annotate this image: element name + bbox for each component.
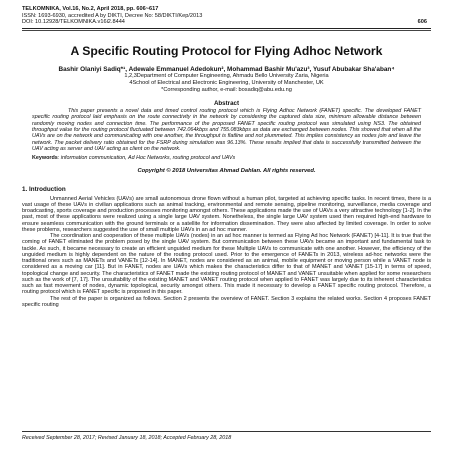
body-paragraph: The rest of the paper is organized as follows. Section 2 presents the overview of FANET. Section 3 explains the related works. Section 4 proposes FANET specific routing: [22, 295, 431, 308]
abstract-heading: Abstract: [213, 100, 240, 108]
section-heading-introduction: 1. Introduction: [22, 185, 66, 193]
abstract-section: [32, 100, 421, 152]
received-dates: Received September 28, 2017; Revised January 18, 2018; Accepted February 28, 2018: [22, 435, 232, 441]
header-rule-thick: [22, 28, 431, 29]
copyright-notice: Copyright © 2018 Universitas Ahmad Dahlan. All rights reserved.: [137, 167, 316, 174]
abstract-text: This paper presents a novel data and timed control routing protocol which is Flying Adhoc Network (FANET) specific. The developed FANET specific routing protocol laid emphasis on the route connectivity in the network by considering the captured data size, minimum allowable distance between randomly moving nodes and connection time. The performance of the proposed FANET specific routing protocol was simulated using NS3. The obtained throughput value for the routing protocol fluctuated between 742.064kbps and 755.083kbps as data are exchanged between nodes. This showed that when all the UAVs are on the network and communicating with one another, the throughput is flatline and not plummeted. This implies consistency as nodes join and leave the network. The packet delivery ratio obtained for the FSRP during simulation was 96.13%. These results implied that data is successfully transmitted between the UAV acting as server and UAV acting as client on the network.: [32, 108, 421, 152]
affiliation-block: [22, 73, 431, 93]
keywords-label: Keywords: [32, 155, 58, 162]
body-paragraph: Unmanned Aerial Vehicles (UAVs) are small autonomous drone flown without a human pilot, targeted at achieving specific tasks. In recent times, there is a vast usage of these UAVs in civilian applications such as animal tracking, environmental and remote sensing, pipeline monitoring, surveillance, media coverage and broadcasting, sports coverage and production processes monitoring amongst others. These applications made the use of UAVs a very attractive technology [1-2]. In the past, most of these applications were realized using a single large UAV system. Nonetheless, the single large UAV system used then required high-end hardware to ensure seamless communication with the ground terminals or a satellite for information dissemination. They were also affected by limited coverage. In order to solve these problems, researchers suggested the use of small multiple UAVs in an ad hoc manner.: [22, 195, 431, 233]
affiliation-line: 4School of Electrical and Electronic Engineering, University of Manchester, UK: [129, 79, 324, 86]
journal-header: [22, 6, 431, 26]
doi-line: DOI: 10.12928/TELKOMNIKA.v16i2.8444: [22, 19, 125, 26]
page-number: 606: [417, 19, 427, 26]
affiliation-line: 1,2,3Department of Computer Engineering, Ahmadu Bello University Zaria, Nigeria: [124, 73, 329, 80]
body-paragraph: The coordination and cooperation of these multiple UAVs (nodes) in an ad hoc manner is termed as Flying Ad hoc Network (FANET) [4-11]. It is true that the coming of FANET eliminated the problem posed by the single UAV system. But communication between these UAVs became an important and fundamental task to tackle. As such, it became necessary to create an efficient unguided medium for these Multiple UAVs to communicate with one another. However, the efficiency of the unguided medium is highly dependent on the nature of the routing protocol used. Prior to the emergence of FANETs in 2013, wireless ad-hoc networks were the traditional ones such as MANETs and VANETs [12-14]. In MANET, nodes are considered as an animal, mobile equipment or moving person while a VANET node is considered as a moving car [11]. But in FANET, nodes are UAVs which makes the characteristics differ to that of MANET and VANET [15-17] in terms of speed, topological change and security. The characteristics of FANET made the existing routing protocol of MANET and VANET unsuitable when applied for some researchers such as the work of [7, 17]. The unsuitability of the existing MANET and VANET routing protocol when applied to FANET was largely due to its inherent characteristics such as fast movement of nodes, dynamic topological, security amongst others. This made it necessary to develop a FANET specific routing protocol. Therefore, a routing protocol which is FANET specific is proposed in this paper.: [22, 233, 431, 296]
keywords-line: [32, 155, 421, 161]
corresponding-email: *Corresponding author, e-mail: bosadiq@abu.edu.ng: [161, 86, 292, 93]
author-list: Bashir Olaniyi Sadiq*¹, Adewale Emmanuel Adedokun², Mohammad Bashir Mu'azu³, Yusuf Abubakar Sha'aban⁴: [58, 65, 395, 73]
header-rule-thin: [22, 30, 431, 31]
issn-line: ISSN: 1693-6930, accredited A by DIKTI, Decree No: 58/DIKTI/Kep/2013: [22, 12, 203, 19]
keywords-text: : information communication, Ad Hoc Networks, routing protocol and UAVs: [57, 155, 236, 162]
footer-rule: [22, 431, 431, 432]
journal-line: TELKOMNIKA, Vol.16, No.2, April 2018, pp. 606~617: [22, 6, 159, 12]
paper-title: A Specific Routing Protocol for Flying Adhoc Network: [70, 43, 383, 58]
page-footer: [22, 431, 431, 441]
